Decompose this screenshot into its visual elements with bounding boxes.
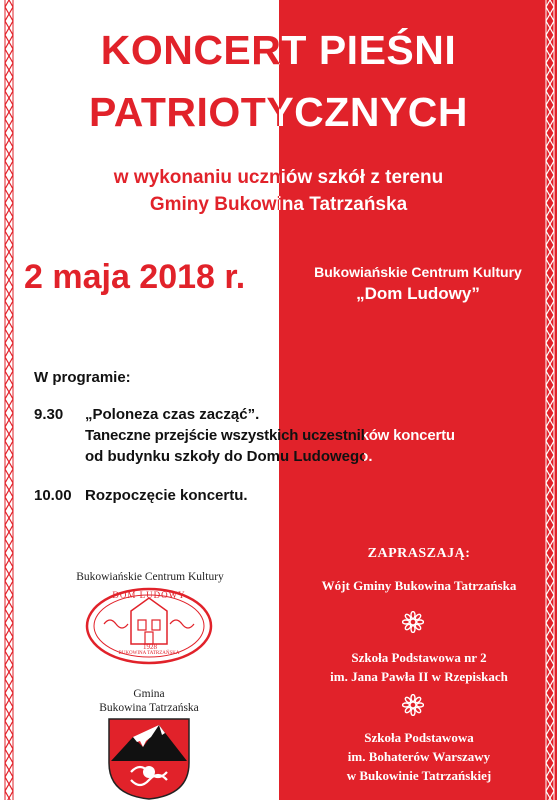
subtitle-line-1: w wykonaniu uczniów szkół z terenu	[0, 165, 557, 190]
invite-host-3-line1: Szkoła Podstawowa	[364, 730, 474, 745]
invite-heading: ZAPRASZAJĄ:	[367, 546, 471, 561]
venue-building: „Dom Ludowy”	[356, 284, 480, 303]
gmina-caption	[74, 687, 224, 715]
invite-host-3-line3: w Bukowinie Tatrzańskiej	[346, 768, 492, 783]
invite-host-3-line2: im. Bohaterów Warszawy	[347, 749, 491, 764]
program-item1-line1: „Poloneza czas zacząć”.	[85, 404, 557, 425]
invite-host-2-line2: im. Jana Pawła II w Rzepiskach	[330, 669, 508, 684]
invite-host-3	[288, 728, 550, 785]
program-item2-time: 10.00	[34, 487, 72, 504]
program-item1-time: 9.30	[34, 406, 64, 423]
title-line-1: KONCERT PIEŚNI	[0, 28, 557, 72]
venue-name: Bukowiańskie Centrum Kultury	[314, 264, 522, 280]
program-item1-line2: Taneczne przejście wszystkich uczestników koncertu	[85, 425, 557, 446]
invite-host-1: Wójt Gminy Bukowina Tatrzańska	[321, 578, 517, 593]
title-line-2: PATRIOTYCZNYCH	[0, 90, 557, 134]
centrum-logo-subtext: BUKOWINA TATRZAŃSKA	[118, 651, 180, 656]
program-item2-text: Rozpoczęcie koncertu.	[85, 487, 248, 504]
program-item1-line3: od budynku szkoły do Domu Ludowego.	[85, 446, 557, 467]
edelweiss-rosette-icon	[402, 611, 424, 633]
program-heading: W programie:	[34, 369, 131, 386]
dom-ludowy-logo-text: DOM LUDOWY	[112, 590, 186, 600]
centrum-logo-year: 1928	[143, 643, 157, 651]
event-date: 2 maja 2018 r.	[24, 258, 246, 296]
edelweiss-rosette-icon	[402, 694, 424, 716]
gmina-caption-line2: Bukowina Tatrzańska	[99, 702, 199, 714]
gmina-caption-line1: Gmina	[133, 688, 165, 700]
venue	[283, 262, 553, 306]
invite-host-2-line1: Szkoła Podstawowa nr 2	[351, 650, 487, 665]
subtitle-line-2: Gminy Bukowina Tatrzańska	[0, 192, 557, 217]
gmina-coat-of-arms	[107, 717, 191, 800]
centrum-logo-caption: Bukowiańskie Centrum Kultury	[76, 571, 224, 583]
invite-host-2	[288, 648, 550, 686]
